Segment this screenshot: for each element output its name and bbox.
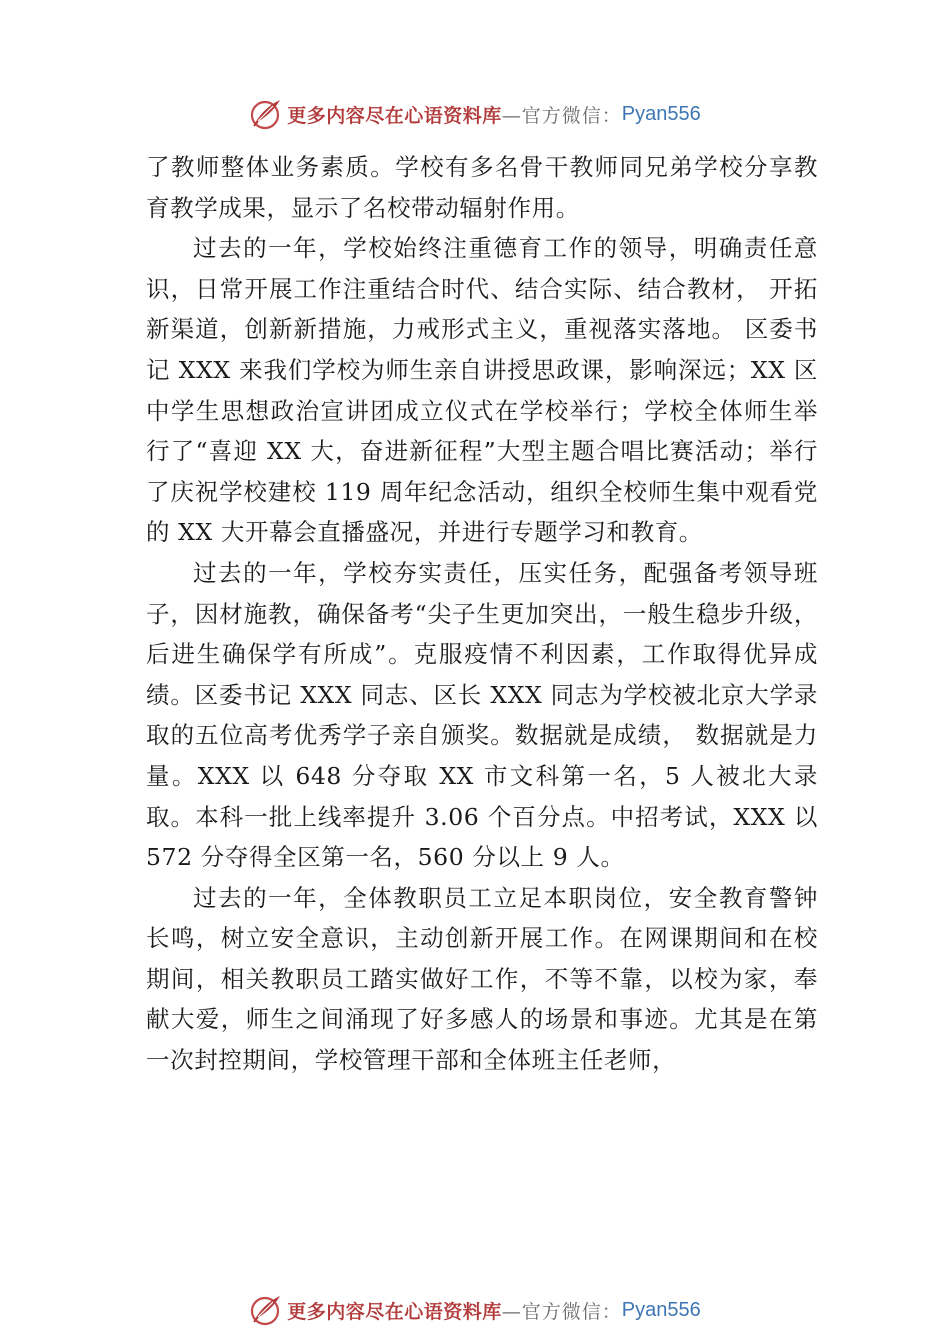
header-banner xyxy=(0,94,950,134)
paragraph-exam-results: 过去的一年，学校夯实责任，压实任务，配强备考领导班子，因材施教，确保备考“尖子生更加突出，一般生稳步升级，后进生确保学有所成”。克服疫情不利因素，工作取得优异成绩。区委书记 XXX 同志、区长 XXX 同志为学校被北京大学录取的五位高考优秀学子亲自颁奖。数据就是成绩， 数据就是力量。XXX 以 648 分夺取 XX 市文科第一名，5 人被北大录取。本科一批上线率提升 3.06 个百分点。中招考试，XXX 以 572 分夺得全区第一名，560 分以上 9 人。 xyxy=(146,558,818,872)
quill-pen-logo-icon xyxy=(249,1293,283,1327)
header-brand-text: 更多内容尽在心语资料库 xyxy=(287,104,502,127)
footer-banner xyxy=(0,1290,950,1330)
footer-separator-text: —官方微信： xyxy=(501,1300,622,1323)
quill-pen-logo-icon xyxy=(249,97,283,131)
document-body xyxy=(146,147,818,1081)
paragraph-staff-safety: 过去的一年，全体教职员工立足本职岗位，安全教育警钟长鸣，树立安全意识，主动创新开展工作。在网课期间和在校期间，相关教职员工踏实做好工作，不等不靠，以校为家，奉献大爱，师生之间涌现了好多感人的场景和事迹。尤其是在第一次封控期间，学校管理干部和全体班主任老师， xyxy=(146,883,818,1075)
footer-wechat-id: Pyan556 xyxy=(621,1298,701,1321)
paragraph-moral-education: 过去的一年，学校始终注重德育工作的领导，明确责任意识，日常开展工作注重结合时代、结合实际、结合教材， 开拓新渠道，创新新措施，力戒形式主义，重视落实落地。 区委书记 XXX 来我们学校为师生亲自讲授思政课，影响深远；XX 区中学生思想政治宣讲团成立仪式在学校举行；学校全体师生举行了“喜迎 XX 大，奋进新征程”大型主题合唱比赛活动；举行了庆祝学校建校 119 周年纪念活动，组织全校师生集中观看党的 XX 大开幕会直播盛况，并进行专题学习和教育。 xyxy=(146,234,818,547)
footer-brand-text: 更多内容尽在心语资料库 xyxy=(287,1300,502,1323)
header-separator-text: —官方微信： xyxy=(501,104,622,127)
paragraph-continuation: 了教师整体业务素质。学校有多名骨干教师同兄弟学校分享教育教学成果，显示了名校带动辐射作用。 xyxy=(146,153,818,222)
header-wechat-id: Pyan556 xyxy=(621,102,701,125)
